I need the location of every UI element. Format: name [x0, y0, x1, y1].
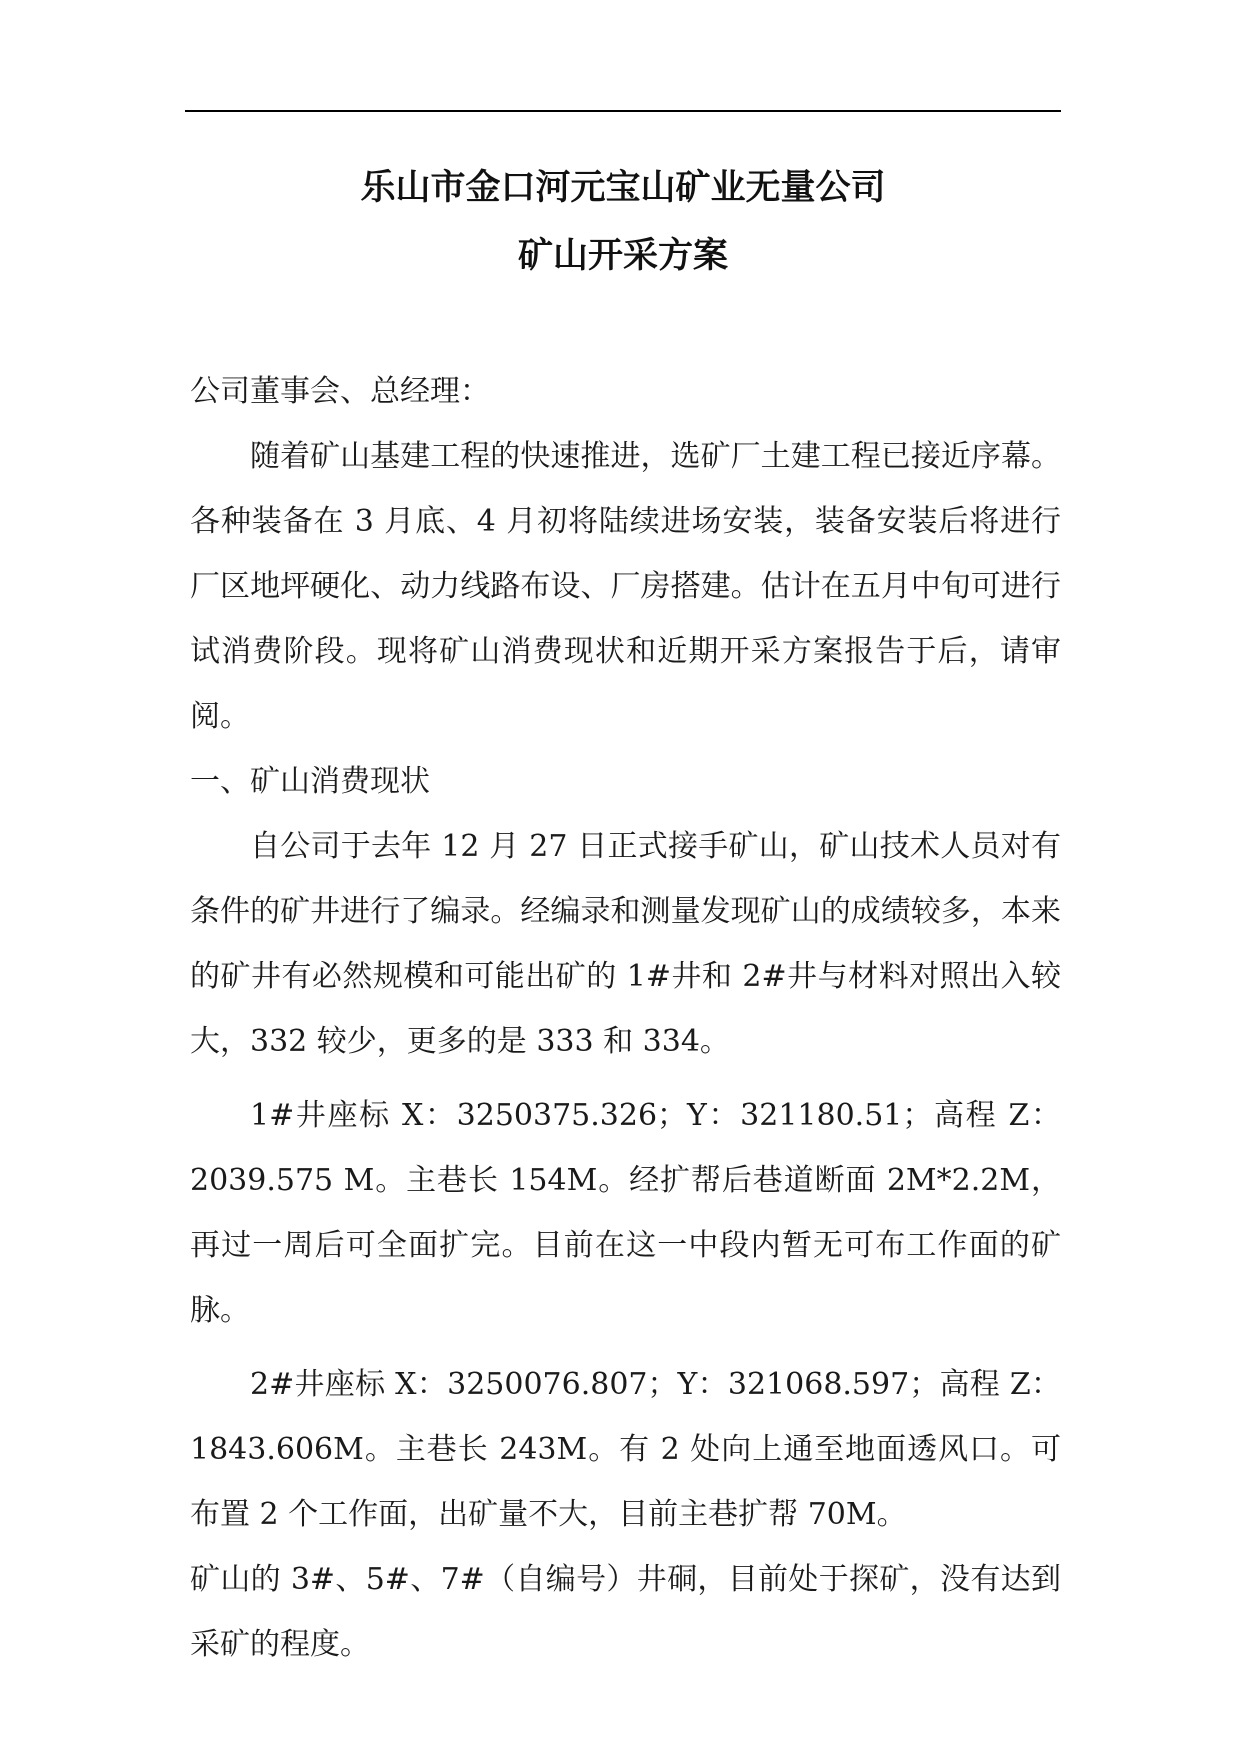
- well-2-paragraph: 2#井座标 X：3250076.807；Y：321068.597；高程 Z：1843.606M。主巷长 243M。有 2 处向上通至地面透风口。可布置 2 个工作面，出矿量不大，目前主巷扩帮 70M。: [190, 1367, 1061, 1532]
- other-wells-paragraph: 矿山的 3#、5#、7#（自编号）井硐，目前处于探矿，没有达到采矿的程度。: [190, 1562, 1061, 1662]
- header-rule: [185, 110, 1061, 112]
- well-1-paragraph: 1#井座标 X：3250375.326；Y：321180.51；高程 Z：2039.575 M。主巷长 154M。经扩帮后巷道断面 2M*2.2M，再过一周后可全面扩完。目前在这一中段内暂无可布工作面的矿脉。: [190, 1098, 1061, 1328]
- section-paragraph: 自公司于去年 12 月 27 日正式接手矿山，矿山技术人员对有条件的矿井进行了编录。经编录和测量发现矿山的成绩较多，本来的矿井有必然规模和可能出矿的 1#井和 2#井与材料对照出入较大，332 较少，更多的是 333 和 334。: [190, 829, 1061, 1059]
- section-heading: 一、矿山消费现状: [190, 764, 430, 799]
- document-body: [190, 359, 1061, 1677]
- document-title: 乐山市金口河元宝山矿业无量公司: [360, 167, 886, 208]
- intro-paragraph: 随着矿山基建工程的快速推进，选矿厂土建工程已接近序幕。各种装备在 3 月底、4 月初将陆续进场安装，装备安装后将进行厂区地坪硬化、动力线路布设、厂房搭建。估计在五月中旬可进行试消费阶段。现将矿山消费现状和近期开采方案报告于后，请审阅。: [190, 439, 1061, 734]
- document-subtitle: 矿山开采方案: [517, 235, 728, 276]
- salutation: 公司董事会、总经理：: [190, 374, 490, 409]
